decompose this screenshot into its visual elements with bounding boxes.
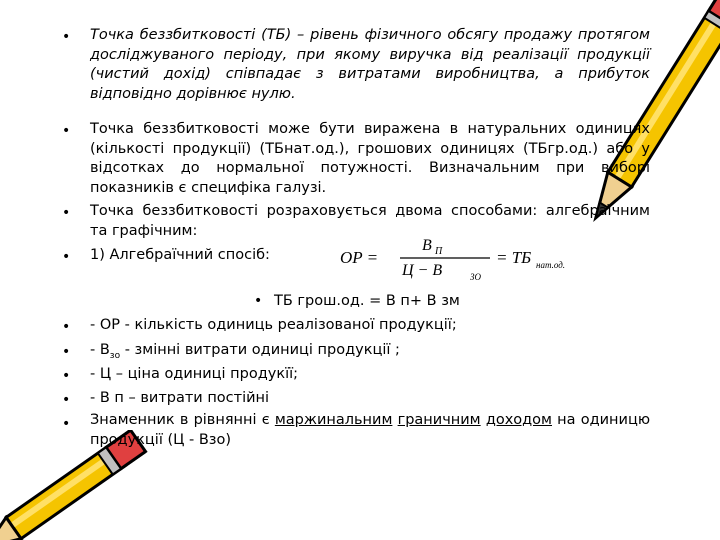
money-breakeven-formula: ТБ грош.од. = В п+ В зм [274,293,460,309]
denominator-paragraph: Знаменник в рівнянні є маржинальним граничним доходом на одиницю продукції (Ц - Взо) [90,412,651,448]
bullet: • [62,392,71,408]
formula-numerator: В [422,237,432,254]
formula-lhs: OP = [340,248,379,267]
formula-numerator-sub: П [435,246,443,257]
formula-denominator: Ц − В [402,262,443,279]
definition-vp: - В п – витрати постійні [90,390,270,406]
formula-denominator-sub: ЗО [470,272,481,282]
bullet: • [62,416,71,432]
bullet: • [62,205,71,221]
bullet: • [62,29,71,45]
bullet: • [62,123,71,139]
formula-rhs: = ТБ [496,248,532,267]
bullet: • [62,368,71,384]
definition-vzo: - $В_{зо}$ - змінні витрати одиниці продукції ; [90,342,400,361]
bullet: • [254,293,263,309]
bullet: • [62,319,71,335]
definition-op: - ОР - кількість одиниць реалізованої продукції; [90,317,457,333]
algebraic-method-label: 1) Алгебраїчний спосіб: [90,247,270,263]
bullet: • [62,249,71,265]
break-even-formula [340,233,590,283]
definition-price: - Ц – ціна одиниці продукїї; [90,366,299,382]
bullet: • [62,344,71,360]
expression-paragraph: Точка беззбитковості може бути виражена в натуральних одиницях (кількості продукції) (ТБнат.од.), грошових одиницях (ТБгр.од.) або у відсотках до нормальної потужності. Визначальним при виборі показників є специфіка галузі. [90,121,650,196]
formula-rhs-sub: нат.од. [536,260,566,270]
definition-paragraph: Точка беззбитковості (ТБ) – рівень фізичного обсягу продажу протягом досліджуваного періоду, при якому виручка від реалізації продукції (чистий дохід) співпадає з витратами виробництва, а прибуток відповідно дорівнює нулю. [90,27,650,102]
methods-paragraph: Точка беззбитковості розраховується двома способами: алгебраїчним та графічним: [90,203,650,239]
